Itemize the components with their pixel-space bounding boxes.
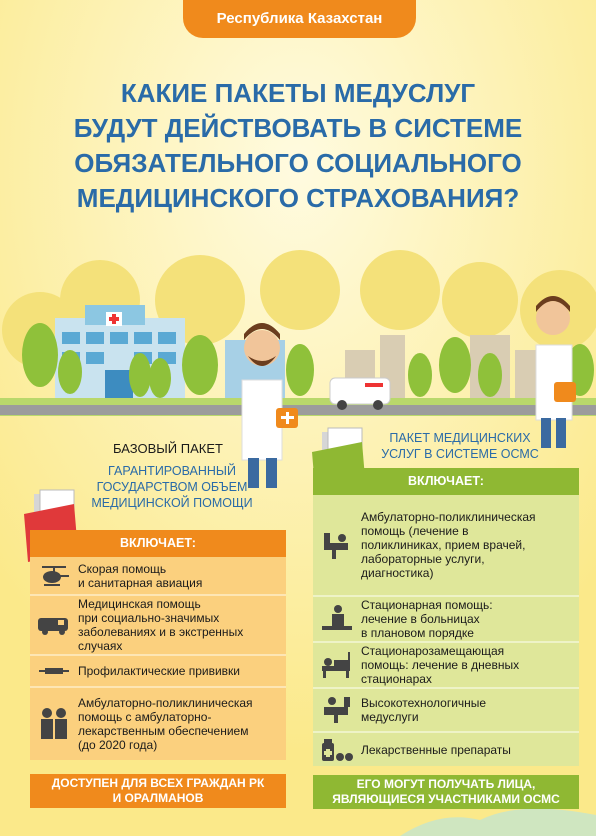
basic-package-subheading <box>82 463 262 511</box>
doctors-icon <box>30 707 78 741</box>
medicine-icon <box>313 737 361 763</box>
dentist-chair-icon <box>313 529 361 561</box>
basic-item-label: Скорая помощь и санитарная авиация <box>78 561 203 590</box>
basic-footer: ДОСТУПЕН ДЛЯ ВСЕХ ГРАЖДАН РК И ОРАЛМАНОВ <box>30 774 286 808</box>
basic-subheading-line-3: МЕДИЦИНСКОЙ ПОМОЩИ <box>91 496 253 510</box>
basic-package-heading: БАЗОВЫЙ ПАКЕТ <box>113 441 223 456</box>
osms-heading-line-2: УСЛУГ В СИСТЕМЕ ОСМС <box>381 447 539 461</box>
osms-item-row-5 <box>313 733 579 766</box>
osms-item-row-3 <box>313 643 579 689</box>
osms-footer: ЕГО МОГУТ ПОЛУЧАТЬ ЛИЦА, ЯВЛЯЮЩИЕСЯ УЧАСТНИКАМИ ОСМС <box>313 775 579 809</box>
basic-subheading-line-2: ГОСУДАРСТВОМ ОБЪЕМ <box>96 480 248 494</box>
basic-item-label: Профилактические прививки <box>78 664 240 678</box>
osms-item-label: Стационарозамещающая помощь: лечение в дневных стационарах <box>361 644 520 686</box>
title-line-4: МЕДИЦИНСКОГО СТРАХОВАНИЯ? <box>76 183 520 213</box>
osms-item-row-2 <box>313 597 579 643</box>
page-title <box>20 76 576 216</box>
basic-includes-band: ВКЛЮЧАЕТ: <box>30 530 286 557</box>
osms-item-row-4 <box>313 689 579 733</box>
helicopter-icon <box>30 565 78 587</box>
ambulance-icon <box>30 614 78 636</box>
osms-item-label: Высокотехнологичные медуслуги <box>361 696 487 724</box>
osms-item-label: Стационарная помощь: лечение в больницах в плановом порядке <box>361 598 493 640</box>
osms-includes-band: ВКЛЮЧАЕТ: <box>313 468 579 495</box>
basic-item-label: Медицинская помощь при социально-значимых заболеваниях и в экстренных случаях <box>78 597 244 653</box>
osms-heading-line-1: ПАКЕТ МЕДИЦИНСКИХ <box>389 431 531 445</box>
country-badge: Республика Казахстан <box>183 0 416 38</box>
day-hospital-icon <box>313 650 361 680</box>
osms-package-heading <box>370 430 550 462</box>
syringe-icon <box>30 666 78 676</box>
basic-item-row-1 <box>30 557 286 596</box>
osms-item-label: Амбулаторно-поликлиническая помощь (лечение в поликлиниках, прием врачей, лабораторные услуги, диагностика) <box>361 510 536 580</box>
osms-item-label: Лекарственные препараты <box>361 742 511 757</box>
basic-item-label: Амбулаторно-поликлиническая помощь с амбулаторно- лекарственным обеспечением (до 2020 года) <box>78 696 253 752</box>
basic-subheading-line-1: ГАРАНТИРОВАННЫЙ <box>108 464 236 478</box>
title-line-2: БУДУТ ДЕЙСТВОВАТЬ В СИСТЕМЕ <box>73 113 523 143</box>
osms-item-row-1 <box>313 495 579 597</box>
hospital-bed-icon <box>313 604 361 634</box>
title-line-1: КАКИЕ ПАКЕТЫ МЕДУСЛУГ <box>120 78 476 108</box>
basic-item-row-4 <box>30 688 286 760</box>
basic-item-row-3 <box>30 656 286 688</box>
high-tech-icon <box>313 695 361 725</box>
title-line-3: ОБЯЗАТЕЛЬНОГО СОЦИАЛЬНОГО <box>74 148 522 178</box>
basic-item-row-2 <box>30 596 286 656</box>
